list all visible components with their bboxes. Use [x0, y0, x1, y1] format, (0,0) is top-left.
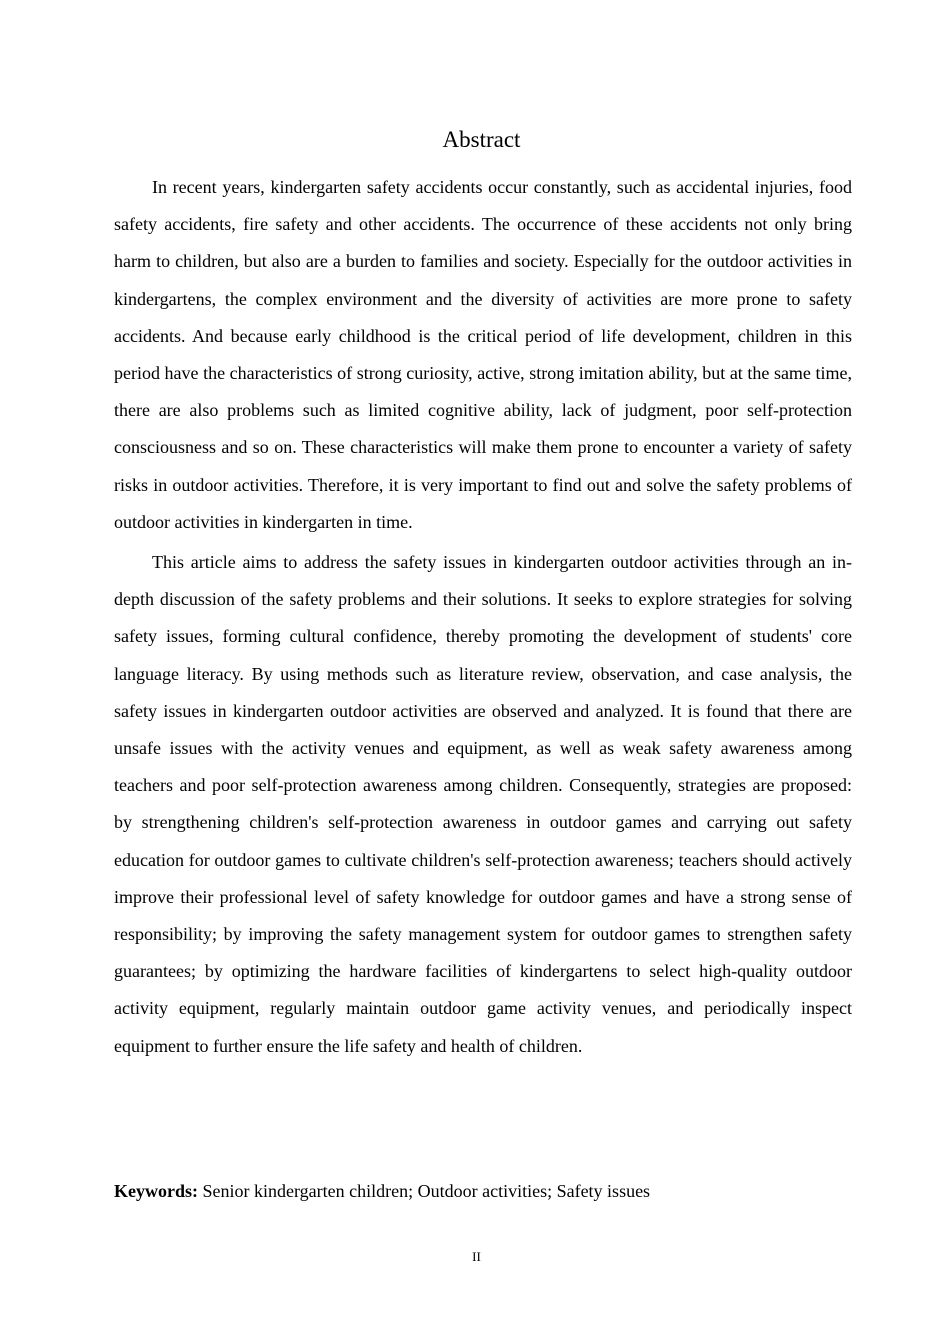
- keywords-label: Keywords:: [114, 1181, 198, 1201]
- page-title: Abstract: [442, 127, 521, 152]
- abstract-paragraph-2: This article aims to address the safety issues in kindergarten outdoor activities through an in-depth discussion of the safety problems and their solutions. It seeks to explore strategies for solving safety issues, forming cultural confidence, thereby promoting the development of students' core language literacy. By using methods such as literature review, observation, and case analysis, the safety issues in kindergarten outdoor activities are observed and analyzed. It is found that there are unsafe issues with the activity venues and equipment, as well as weak safety awareness among teachers and poor self-protection awareness among children. Consequently, strategies are proposed: by strengthening children's self-protection awareness in outdoor games and carrying out safety education for outdoor games to cultivate children's self-protection awareness; teachers should actively improve their professional level of safety knowledge for outdoor games and have a strong sense of responsibility; by improving the safety management system for outdoor games to strengthen safety guarantees; by optimizing the hardware facilities of kindergartens to select high-quality outdoor activity equipment, regularly maintain outdoor game activity venues, and periodically inspect equipment to further ensure the life safety and health of children.: [114, 552, 852, 1056]
- keywords-value: Senior kindergarten children; Outdoor activities; Safety issues: [198, 1181, 651, 1201]
- page-number: II: [472, 1249, 481, 1264]
- abstract-paragraph-1: In recent years, kindergarten safety accidents occur constantly, such as accidental injuries, food safety accidents, fire safety and other accidents. The occurrence of these accidents not only bring harm to children, but also are a burden to families and society. Especially for the outdoor activities in kindergartens, the complex environment and the diversity of activities are more prone to safety accidents. And because early childhood is the critical period of life development, children in this period have the characteristics of strong curiosity, active, strong imitation ability, but at the same time, there are also problems such as limited cognitive ability, lack of judgment, poor self-protection consciousness and so on. These characteristics will make them prone to encounter a variety of safety risks in outdoor activities. Therefore, it is very important to find out and solve the safety problems of outdoor activities in kindergarten in time.: [114, 177, 852, 532]
- keywords-line: [114, 1176, 852, 1206]
- abstract-body: [114, 169, 852, 1065]
